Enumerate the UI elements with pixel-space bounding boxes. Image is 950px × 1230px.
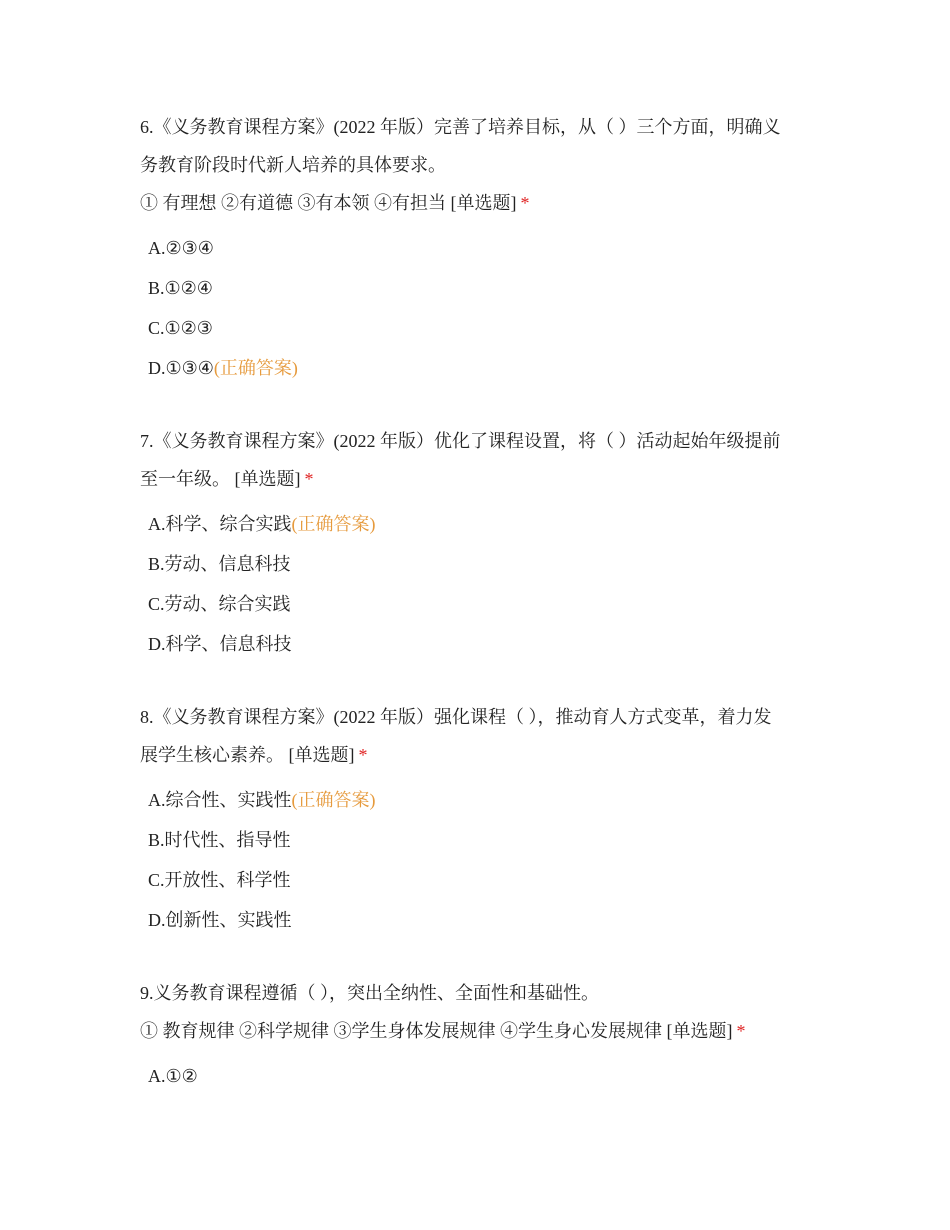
option-a[interactable] [148, 780, 820, 820]
option-text: C.劳动、综合实践 [148, 594, 291, 614]
option-text: C.开放性、科学性 [148, 870, 291, 890]
question-text-line [140, 736, 820, 774]
option-d[interactable] [148, 348, 820, 388]
option-text: D.科学、信息科技 [148, 634, 292, 654]
question-8 [140, 698, 820, 940]
option-text: B.劳动、信息科技 [148, 554, 291, 574]
option-a[interactable] [148, 504, 820, 544]
required-mark: * [520, 193, 530, 213]
option-text: C.①②③ [148, 318, 213, 338]
question-text-line: 8.《义务教育课程方案》(2022 年版）强化课程（ ），推动育人方式变革，着力发 [140, 707, 772, 727]
question-text-line [140, 184, 820, 222]
question-text-line [140, 1012, 820, 1050]
option-text: D.①③④ [148, 358, 214, 378]
question-7 [140, 422, 820, 664]
option-text: B.①②④ [148, 278, 213, 298]
question-text-line: 7.《义务教育课程方案》(2022 年版）优化了课程设置，将（ ）活动起始年级提前 [140, 431, 781, 451]
option-b[interactable] [148, 268, 820, 308]
required-mark: * [736, 1021, 746, 1041]
option-list [140, 1056, 820, 1096]
required-mark: * [358, 745, 368, 765]
option-d[interactable] [148, 900, 820, 940]
question-text-line: 6.《义务教育课程方案》(2022 年版）完善了培养目标，从（ ）三个方面，明确义 [140, 117, 781, 137]
option-text: A.①② [148, 1066, 198, 1086]
question-6 [140, 108, 820, 388]
option-c[interactable] [148, 860, 820, 900]
option-c[interactable] [148, 308, 820, 348]
correct-answer-label: (正确答案) [291, 790, 376, 810]
option-a[interactable] [148, 1056, 820, 1096]
question-text-line: 9.义务教育课程遵循（ ），突出全纳性、全面性和基础性。 [140, 983, 599, 1003]
option-text: A.②③④ [148, 238, 214, 258]
option-text: A.科学、综合实践 [148, 514, 292, 534]
option-d[interactable] [148, 624, 820, 664]
option-b[interactable] [148, 544, 820, 584]
option-list [140, 504, 820, 664]
required-mark: * [304, 469, 314, 489]
option-b[interactable] [148, 820, 820, 860]
question-tail-text: 至一年级。 [单选题] [140, 469, 301, 489]
quiz-document [140, 108, 820, 1130]
option-c[interactable] [148, 584, 820, 624]
option-list [140, 780, 820, 940]
question-choices-text: ① 教育规律 ②科学规律 ③学生身体发展规律 ④学生身心发展规律 [单选题] [140, 1021, 733, 1041]
question-choices-text: ① 有理想 ②有道德 ③有本领 ④有担当 [单选题] [140, 193, 517, 213]
correct-answer-label: (正确答案) [291, 514, 376, 534]
option-text: A.综合性、实践性 [148, 790, 292, 810]
option-text: B.时代性、指导性 [148, 830, 291, 850]
option-list [140, 228, 820, 388]
option-text: D.创新性、实践性 [148, 910, 292, 930]
option-a[interactable] [148, 228, 820, 268]
question-text-line: 务教育阶段时代新人培养的具体要求。 [140, 155, 446, 175]
question-9 [140, 974, 820, 1096]
correct-answer-label: (正确答案) [213, 358, 298, 378]
question-text-line [140, 460, 820, 498]
question-tail-text: 展学生核心素养。 [单选题] [140, 745, 355, 765]
